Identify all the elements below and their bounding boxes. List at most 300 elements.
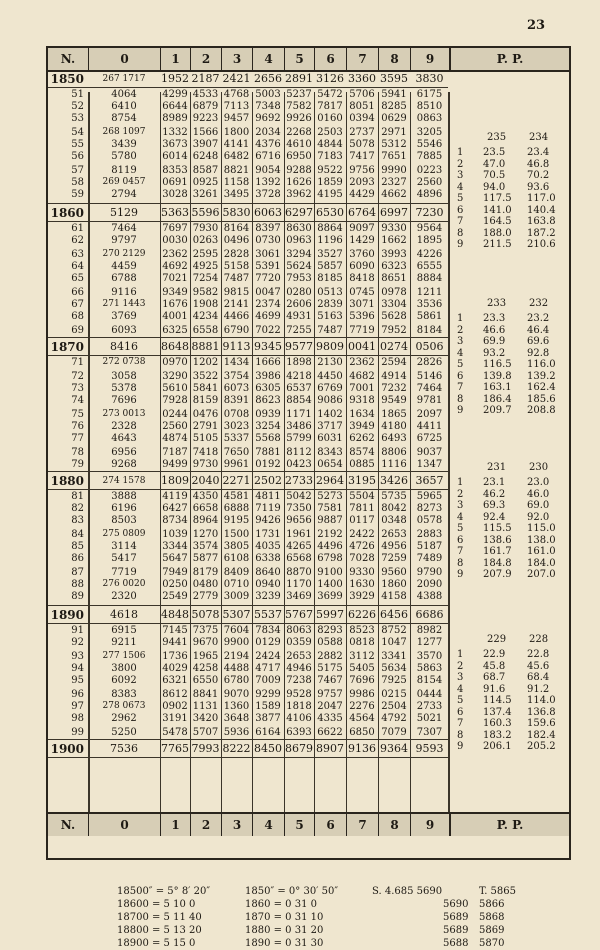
row-value: 9692 xyxy=(255,113,281,124)
row-value: 3754 xyxy=(223,371,250,382)
row-value: 6798 xyxy=(317,553,343,564)
row-number: 51 xyxy=(71,89,84,100)
pp-row xyxy=(449,695,569,706)
row-value: 4350 xyxy=(192,491,219,502)
footnote-degrees: 1860 = 0 31 0 xyxy=(245,899,317,910)
row-number: 72 xyxy=(71,371,84,382)
pp-value: 184.0 xyxy=(527,557,556,569)
row-value: 3574 xyxy=(192,541,219,552)
pp-digit: 2 xyxy=(457,158,464,170)
table-row xyxy=(48,515,448,527)
row-value: 8587 xyxy=(192,165,219,176)
row-value: 9211 xyxy=(111,637,137,648)
row-value: 3888 xyxy=(111,491,137,502)
row-value: 8063 xyxy=(286,625,312,636)
row-value: 8184 xyxy=(416,325,443,336)
table-row xyxy=(48,625,448,637)
row-value: 9457 xyxy=(223,113,250,124)
row-value: 8640 xyxy=(255,567,281,578)
row-value: 5965 xyxy=(416,491,443,502)
row-value: 6725 xyxy=(416,433,443,444)
row-value: 1626 xyxy=(286,177,312,188)
row-value: 0588 xyxy=(317,637,343,648)
row-value: 6550 xyxy=(192,675,219,686)
row-value: 7489 xyxy=(416,553,443,564)
row-value: 2560 xyxy=(416,177,443,188)
row-value: 0818 xyxy=(349,637,375,648)
pp-value: 139.8 xyxy=(483,370,512,382)
row-value: 4848 xyxy=(161,608,189,621)
pp-row xyxy=(449,159,569,170)
table-row xyxy=(48,459,448,471)
row-value: 5767 xyxy=(285,608,313,621)
row-value: 8409 xyxy=(223,567,250,578)
decade-rule xyxy=(48,87,448,88)
pp-row xyxy=(449,359,569,370)
header-cell: 5 xyxy=(284,48,314,70)
table-row xyxy=(48,541,448,553)
row-value: 1731 xyxy=(255,529,281,540)
row-value: 5706 xyxy=(349,89,375,100)
footer-cell: N. xyxy=(60,818,76,832)
row-value: 5634 xyxy=(381,663,407,674)
pp-col-head: 229 xyxy=(487,634,507,645)
row-value: 1429 xyxy=(349,235,375,246)
row-number: 61 xyxy=(71,223,84,234)
row-value: 8752 xyxy=(381,625,407,636)
footnote-t: 5870 xyxy=(479,938,505,949)
row-value: 3439 xyxy=(111,139,137,150)
row-value: 4064 xyxy=(111,89,137,100)
row-value: 6950 xyxy=(286,151,312,162)
row-value: 3495 xyxy=(223,189,250,200)
row-number: 66 xyxy=(71,287,84,298)
pp-digit: 4 xyxy=(457,683,464,695)
row-value: 6305 xyxy=(255,383,281,394)
row-value: 0513 xyxy=(317,287,343,298)
pp-row xyxy=(449,718,569,729)
footnote-seconds: 18800 = 5 13 20 xyxy=(117,925,202,936)
row-value: 2882 xyxy=(317,651,343,662)
row-value: 6196 xyxy=(111,503,137,514)
footnote-seconds: 18900 = 5 15 0 xyxy=(117,938,196,949)
row-value: 9330 xyxy=(349,567,375,578)
row-value: 3112 xyxy=(349,651,375,662)
row-value: 0223 xyxy=(416,165,443,176)
row-value: 8612 xyxy=(162,689,188,700)
row-value: 6568 xyxy=(286,553,312,564)
table-row xyxy=(48,395,448,407)
row-value: 5841 xyxy=(192,383,219,394)
pp-digit: 4 xyxy=(457,181,464,193)
pp-digit: 7 xyxy=(457,718,464,729)
pp-digit: 8 xyxy=(457,557,464,569)
table-row xyxy=(48,433,448,445)
row-value: 1170 xyxy=(286,579,312,590)
pp-row xyxy=(449,325,569,336)
row-value: 4768 xyxy=(223,89,250,100)
pp-digit: 8 xyxy=(457,729,464,741)
row-value: 2090 xyxy=(416,579,443,590)
row-value: 8119 xyxy=(111,165,137,176)
pp-value: 114.0 xyxy=(527,695,556,706)
row-number: 75 xyxy=(71,409,84,420)
pp-value: 92.4 xyxy=(483,511,506,523)
row-number: 53 xyxy=(71,113,84,124)
pp-digit: 9 xyxy=(457,239,464,250)
pp-digit: 3 xyxy=(457,672,464,683)
row-value: 0476 xyxy=(192,409,219,420)
pp-digit: 6 xyxy=(457,706,464,718)
row-value: 4265 xyxy=(286,541,312,552)
pp-row xyxy=(449,147,569,158)
footnote-degrees: 1890 = 0 31 30 xyxy=(245,938,324,949)
table-header xyxy=(48,48,569,72)
row-value: 9037 xyxy=(416,447,443,458)
row-number: 56 xyxy=(71,151,84,162)
row-number: 63 xyxy=(71,249,84,260)
row-number: 1850 xyxy=(50,72,84,86)
pp-digit: 1 xyxy=(457,477,464,488)
row-value: 5003 xyxy=(255,89,281,100)
row-value: 1800 xyxy=(223,127,250,138)
row-value: 1818 xyxy=(286,701,312,712)
row-value: 7464 xyxy=(111,223,137,234)
row-value: 2883 xyxy=(416,529,443,540)
pp-value: 92.0 xyxy=(527,511,550,523)
row-value: 8159 xyxy=(192,395,219,406)
row-value: 5568 xyxy=(255,433,281,444)
row-value: 9288 xyxy=(286,165,312,176)
pp-digit: 2 xyxy=(457,660,464,672)
footnote-t: 5868 xyxy=(479,912,505,923)
row-value: 6658 xyxy=(192,503,219,514)
pp-value: 116.5 xyxy=(483,359,512,370)
row-number: 91 xyxy=(71,625,84,636)
row-value: 1171 xyxy=(286,409,312,420)
header-cell: 4 xyxy=(252,48,284,70)
table-row xyxy=(48,127,448,139)
row-value: 7651 xyxy=(381,151,407,162)
row-number: 69 xyxy=(71,325,84,336)
table-row xyxy=(48,299,448,311)
row-value: 5078 xyxy=(349,139,375,150)
row-value: 8734 xyxy=(162,515,188,526)
pp-row xyxy=(449,348,569,359)
row-value: 0117 xyxy=(349,515,375,526)
row-number: 68 xyxy=(71,311,84,322)
row-value: 5780 xyxy=(111,151,137,162)
table-row xyxy=(48,447,448,459)
row-number: 84 xyxy=(71,529,84,540)
row-value: 8623 xyxy=(255,395,281,406)
row-value: 277 1506 xyxy=(102,651,146,661)
row-number: 55 xyxy=(71,139,84,150)
row-value: 1434 xyxy=(223,357,250,368)
row-value: 4717 xyxy=(255,663,281,674)
table-row xyxy=(48,491,448,503)
pp-value: 141.0 xyxy=(483,204,512,216)
row-value: 7582 xyxy=(286,101,312,112)
row-value: 7885 xyxy=(416,151,443,162)
row-value: 2192 xyxy=(317,529,343,540)
row-value: 7536 xyxy=(110,742,138,755)
pp-digit: 1 xyxy=(457,147,464,158)
pp-value: 139.2 xyxy=(527,370,556,382)
row-value: 4564 xyxy=(349,713,375,724)
row-number: 96 xyxy=(71,689,84,700)
pp-value: 117.0 xyxy=(527,193,556,204)
row-value: 2971 xyxy=(381,127,407,138)
pp-col-head: 233 xyxy=(487,298,507,309)
row-value: 2594 xyxy=(381,357,407,368)
row-number: 57 xyxy=(71,165,84,176)
pp-digit: 1 xyxy=(457,313,464,324)
row-value: 2653 xyxy=(381,529,407,540)
row-value: 7487 xyxy=(223,273,250,284)
row-value: 9790 xyxy=(416,567,443,578)
pp-value: 211.5 xyxy=(483,239,512,250)
row-value: 6622 xyxy=(317,727,343,738)
row-value: 0654 xyxy=(317,459,343,470)
pp-value: 23.2 xyxy=(527,313,550,324)
pp-value: 45.8 xyxy=(483,660,506,672)
table-row xyxy=(48,579,448,591)
row-value: 7650 xyxy=(223,447,250,458)
row-value: 6297 xyxy=(285,206,313,219)
row-value: 5146 xyxy=(416,371,443,382)
row-value: 2421 xyxy=(222,72,251,85)
table-row xyxy=(48,663,448,675)
row-value: 2733 xyxy=(285,474,313,487)
row-value: 6790 xyxy=(223,325,250,336)
table-row xyxy=(48,553,448,565)
row-value: 3023 xyxy=(223,421,250,432)
table-row xyxy=(48,741,448,757)
row-value: 7811 xyxy=(349,503,375,514)
row-value: 9986 xyxy=(349,689,375,700)
row-value: 8982 xyxy=(416,625,443,636)
row-value: 0274 xyxy=(380,340,408,353)
row-value: 1277 xyxy=(416,637,443,648)
row-value: 7307 xyxy=(416,727,443,738)
pp-row xyxy=(449,193,569,204)
table-row xyxy=(48,205,448,221)
header-cell: 1 xyxy=(160,48,190,70)
row-value: 9100 xyxy=(317,567,343,578)
row-value: 4581 xyxy=(223,491,250,502)
decade-rule xyxy=(48,355,448,356)
row-number: 83 xyxy=(71,515,84,526)
row-value: 8164 xyxy=(223,223,250,234)
footer-cell: 6 xyxy=(314,814,346,836)
pp-row xyxy=(449,205,569,216)
row-value: 1360 xyxy=(223,701,250,712)
row-number: 65 xyxy=(71,273,84,284)
row-value: 0480 xyxy=(192,579,219,590)
row-value: 6262 xyxy=(349,433,375,444)
row-value: 5936 xyxy=(223,727,250,738)
row-value: 4488 xyxy=(223,663,250,674)
row-value: 4119 xyxy=(162,491,188,502)
row-number: 78 xyxy=(71,447,84,458)
pp-digit: 6 xyxy=(457,370,464,382)
row-value: 2040 xyxy=(191,474,220,487)
row-number: 1880 xyxy=(50,474,84,488)
row-value: 4874 xyxy=(162,433,188,444)
decade-rule xyxy=(48,623,448,624)
row-value: 1736 xyxy=(162,651,188,662)
row-value: 5610 xyxy=(162,383,188,394)
pp-col-head: 228 xyxy=(529,634,549,645)
row-value: 3191 xyxy=(162,713,188,724)
pp-value: 70.2 xyxy=(527,170,550,181)
row-value: 6092 xyxy=(111,675,137,686)
row-value: 9522 xyxy=(317,165,343,176)
row-value: 272 0738 xyxy=(102,357,146,367)
row-value: 1158 xyxy=(223,177,250,188)
pp-row xyxy=(449,489,569,500)
pp-value: 208.8 xyxy=(527,405,556,416)
pp-value: 207.0 xyxy=(527,569,556,580)
row-value: 6108 xyxy=(223,553,250,564)
row-value: 8841 xyxy=(192,689,219,700)
row-value: 8881 xyxy=(191,340,220,353)
row-value: 3304 xyxy=(381,299,407,310)
pp-value: 70.5 xyxy=(483,170,506,181)
row-number: 67 xyxy=(71,299,84,310)
row-value: 9564 xyxy=(416,223,443,234)
pp-header xyxy=(449,634,569,645)
row-value: 7113 xyxy=(223,101,250,112)
row-value: 9797 xyxy=(111,235,137,246)
pp-value: 138.0 xyxy=(527,534,556,546)
pp-value: 209.7 xyxy=(483,405,512,416)
row-value: 8051 xyxy=(349,101,375,112)
pp-value: 23.0 xyxy=(527,477,550,488)
row-value: 1270 xyxy=(192,529,219,540)
row-value: 3648 xyxy=(223,713,250,724)
table-row xyxy=(48,675,448,687)
row-value: 2839 xyxy=(317,299,343,310)
row-value: 8651 xyxy=(381,273,407,284)
row-value: 3595 xyxy=(380,72,408,85)
footer-cell: 0 xyxy=(88,814,160,836)
row-value: 5405 xyxy=(349,663,375,674)
row-value: 9097 xyxy=(349,223,375,234)
pp-digit: 9 xyxy=(457,405,464,416)
row-value: 6644 xyxy=(162,101,188,112)
row-value: 7009 xyxy=(255,675,281,686)
footer-cell: 7 xyxy=(346,814,378,836)
pp-row xyxy=(449,730,569,741)
row-value: 0280 xyxy=(286,287,312,298)
row-value: 9299 xyxy=(255,689,281,700)
row-value: 3009 xyxy=(223,591,250,602)
footnote-degrees: 1850″ = 0° 30′ 50″ xyxy=(245,886,339,897)
row-value: 4692 xyxy=(162,261,188,272)
row-value: 3673 xyxy=(162,139,188,150)
footnote-s: 5688 xyxy=(443,938,469,949)
table-row xyxy=(48,139,448,151)
table-row xyxy=(48,727,448,739)
footer-cell: 5 xyxy=(284,814,314,836)
row-value: 7255 xyxy=(286,325,312,336)
row-value: 9549 xyxy=(381,395,407,406)
row-value: 9560 xyxy=(381,567,407,578)
row-value: 5628 xyxy=(381,311,407,322)
pp-value: 23.5 xyxy=(483,147,506,158)
row-value: 4258 xyxy=(192,663,219,674)
row-value: 7581 xyxy=(317,503,343,514)
row-value: 2187 xyxy=(191,72,220,85)
footnote-line xyxy=(117,886,577,898)
row-value: 0902 xyxy=(162,701,188,712)
row-value: 4956 xyxy=(381,541,407,552)
row-value: 1859 xyxy=(317,177,343,188)
row-value: 1047 xyxy=(381,637,407,648)
pp-value: 46.0 xyxy=(527,488,550,500)
row-value: 2034 xyxy=(255,127,281,138)
row-number: 86 xyxy=(71,553,84,564)
row-value: 2328 xyxy=(111,421,137,432)
row-value: 9113 xyxy=(222,340,251,353)
row-value: 1860 xyxy=(381,579,407,590)
row-value: 2891 xyxy=(285,72,313,85)
row-value: 7183 xyxy=(317,151,343,162)
row-value: 6323 xyxy=(381,261,407,272)
pp-value: 115.0 xyxy=(527,523,556,534)
row-value: 8884 xyxy=(416,273,443,284)
row-value: 7022 xyxy=(255,325,281,336)
footer-cell: 1 xyxy=(160,814,190,836)
pp-digit: 9 xyxy=(457,569,464,580)
pp-row xyxy=(449,649,569,660)
pp-value: 115.5 xyxy=(483,523,512,534)
row-value: 2794 xyxy=(111,189,137,200)
pp-value: 68.4 xyxy=(527,672,550,683)
pp-row xyxy=(449,546,569,557)
row-value: 1865 xyxy=(381,409,407,420)
row-value: 7079 xyxy=(381,727,407,738)
pp-value: 93.2 xyxy=(483,347,506,359)
row-number: 98 xyxy=(71,713,84,724)
table-row xyxy=(48,249,448,261)
pp-digit: 4 xyxy=(457,511,464,523)
pp-digit: 7 xyxy=(457,216,464,227)
pp-value: 183.2 xyxy=(483,729,512,741)
row-value: 9268 xyxy=(111,459,137,470)
row-value: 2737 xyxy=(349,127,375,138)
row-value: 5312 xyxy=(381,139,407,150)
row-value: 5799 xyxy=(286,433,312,444)
row-value: 3071 xyxy=(349,299,375,310)
pp-digit: 6 xyxy=(457,204,464,216)
row-value: 5504 xyxy=(349,491,375,502)
row-value: 1630 xyxy=(349,579,375,590)
row-value: 0192 xyxy=(255,459,281,470)
row-value: 5175 xyxy=(317,663,343,674)
pp-digit: 1 xyxy=(457,649,464,660)
row-value: 7418 xyxy=(192,447,219,458)
row-value: 6093 xyxy=(111,325,137,336)
row-value: 8353 xyxy=(162,165,188,176)
row-value: 1116 xyxy=(381,459,407,470)
row-value: 9426 xyxy=(255,515,281,526)
row-value: 8510 xyxy=(416,101,443,112)
pp-digit: 7 xyxy=(457,546,464,557)
header-cell: 8 xyxy=(378,48,410,70)
